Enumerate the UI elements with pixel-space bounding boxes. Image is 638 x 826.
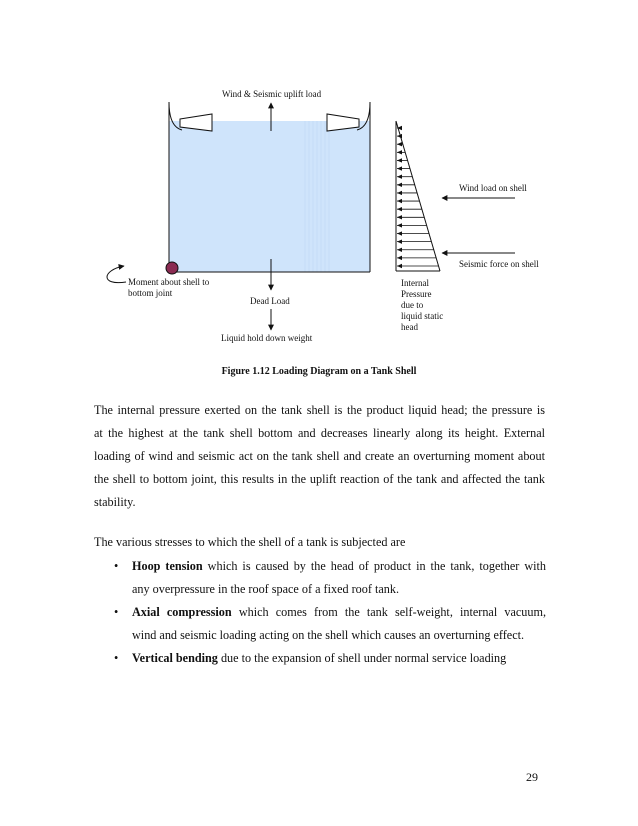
wind-load-label: Wind load on shell [459, 183, 527, 193]
bullet-dot: • [114, 651, 119, 665]
moment-label-line2: bottom joint [128, 288, 173, 298]
dead-load-label: Dead Load [250, 296, 290, 306]
page-number: 29 [526, 770, 538, 784]
figure-caption: Figure 1.12 Loading Diagram on a Tank Shell [221, 366, 417, 377]
pressure-arrow-head [397, 264, 402, 268]
roof-seal-left [169, 102, 212, 131]
pressure-arrow-head [397, 239, 402, 243]
pressure-arrow-head [397, 207, 402, 211]
pressure-arrow-head [397, 248, 402, 252]
bullet-axial-compression-line2: wind and seismic loading acting on the shell which causes an overturning effect. [132, 628, 525, 642]
bullet-hoop-tension-line2: any overpressure in the roof space of a fixed roof tank. [132, 582, 400, 596]
moment-label: Moment about shell to [128, 277, 210, 287]
paragraph-line: loading of wind and seismic act on the tank shell and create an overturning moment about [94, 449, 545, 463]
paragraph-line: The internal pressure exerted on the tank shell is the product liquid head; the pressure is [94, 403, 545, 417]
pressure-arrow-head [397, 256, 402, 260]
uplift-load-label: Wind & Seismic uplift load [222, 89, 322, 99]
bullet-dot: • [114, 559, 119, 573]
paragraph-line: stability. [94, 495, 136, 509]
pressure-triangle [396, 121, 440, 271]
moment-joint-marker [166, 262, 178, 274]
liquid-hold-down-label: Liquid hold down weight [221, 333, 313, 343]
tank-loading-diagram [0, 0, 638, 360]
pressure-arrow-head [397, 215, 402, 219]
seismic-force-label: Seismic force on shell [459, 259, 539, 269]
paragraph-line: the shell to bottom joint, this results in the uplift reaction of the tank and affected the tank [94, 472, 545, 486]
pressure-arrow-head [397, 223, 402, 227]
pressure-arrow-head [397, 150, 402, 154]
pressure-arrow-head [397, 158, 402, 162]
internal-pressure-label: Internal Pressure due to liquid static head [401, 278, 444, 332]
stresses-intro: The various stresses to which the shell of a tank is subjected are [94, 535, 406, 549]
pressure-arrow-head [397, 175, 402, 179]
pressure-arrow-head [397, 231, 402, 235]
tank-liquid [169, 121, 370, 272]
bullet-hoop-tension: Hoop tension which is caused by the head of product in the tank, together with [132, 559, 546, 573]
roof-seal-right [327, 102, 370, 131]
pressure-arrow-head [397, 191, 402, 195]
pressure-arrow-head [397, 142, 402, 146]
bullet-dot: • [114, 605, 119, 619]
pressure-arrow-head [397, 199, 402, 203]
bullet-axial-compression: Axial compression which comes from the tank self-weight, internal vacuum, [132, 605, 546, 619]
moment-arrow [107, 266, 126, 283]
pressure-arrow-head [397, 166, 402, 170]
paragraph-line: at the highest at the tank shell bottom and decreases linearly along its height. External [94, 426, 545, 440]
pressure-arrow-head [397, 183, 402, 187]
bullet-vertical-bending: Vertical bending due to the expansion of shell under normal service loading [132, 651, 507, 665]
